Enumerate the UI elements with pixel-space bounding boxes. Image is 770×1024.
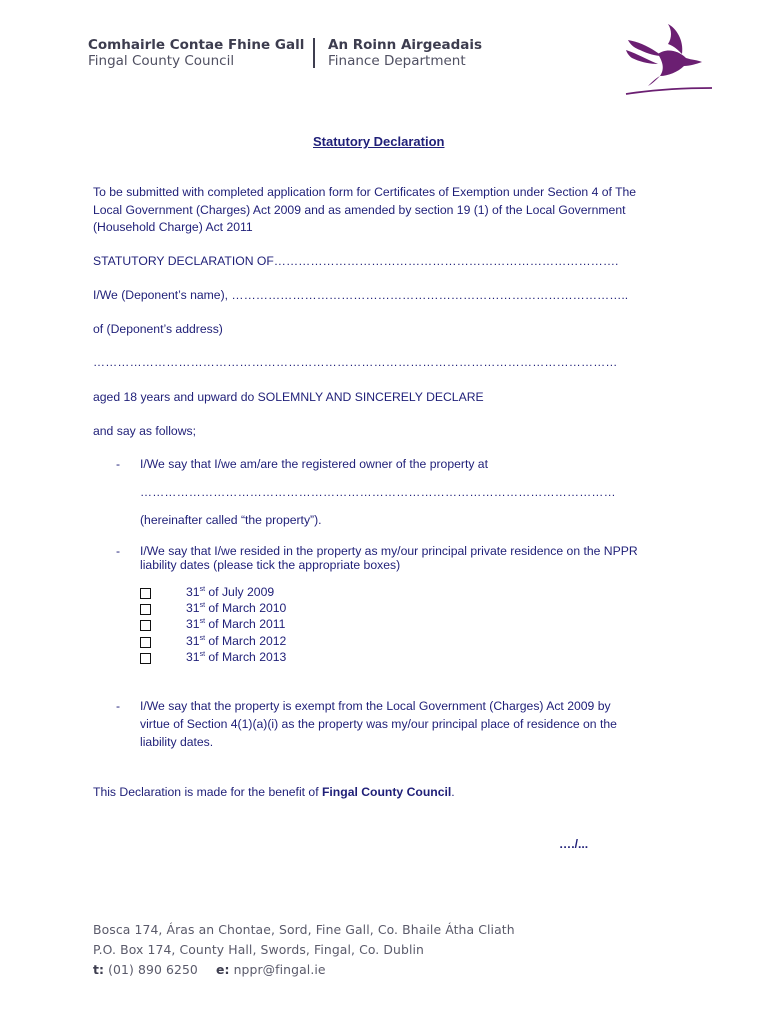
item-3-line-1: I/We say that the property is exempt from the Local Government (Charges) Act 2009 by [140, 699, 611, 713]
item-3-line-2: virtue of Section 4(1)(a)(i) as the property was my/our principal place of residence on the [140, 717, 617, 731]
deponent-name-field: I/We (Deponent’s name), …………………………………………………………………………………….. [93, 288, 629, 302]
intro-line-3: (Household Charge) Act 2011 [93, 220, 253, 234]
say-as-follows: and say as follows; [93, 424, 196, 438]
checkbox-march-2012[interactable] [140, 637, 151, 648]
bullet-marker-1: - [116, 457, 121, 471]
council-name-irish: Comhairle Contae Fhine Gall [88, 37, 305, 53]
item-3-line-3: liability dates. [140, 735, 214, 749]
footer-english-address: P.O. Box 174, County Hall, Swords, Fingal, Co. Dublin [93, 942, 424, 957]
checkbox-march-2013[interactable] [140, 653, 151, 664]
date-march-2011: 31st of March 2011 [186, 617, 286, 631]
continued-marker: …./... [559, 837, 589, 851]
department-name-irish: An Roinn Airgeadais [328, 37, 483, 53]
checkbox-july-2009[interactable] [140, 588, 151, 599]
bullet-marker-3: - [116, 699, 121, 713]
document-title: Statutory Declaration [313, 134, 445, 149]
footer-phone: t: (01) 890 6250 [93, 962, 198, 977]
item-2-line-1: I/We say that I/we resided in the property as my/our principal private residence on the NPPR [140, 544, 638, 558]
header-divider [313, 38, 315, 68]
benefit-statement: This Declaration is made for the benefit of Fingal County Council. [93, 785, 455, 799]
item-1-note: (hereinafter called “the property”). [140, 513, 322, 527]
date-march-2010: 31st of March 2010 [186, 601, 287, 615]
date-july-2009: 31st of July 2009 [186, 585, 275, 599]
bullet-marker-2: - [116, 544, 121, 558]
statutory-declaration-of-field: STATUTORY DECLARATION OF…………………………………………………………………………. [93, 254, 619, 268]
deponent-address-label: of (Deponent’s address) [93, 322, 223, 336]
council-name-english: Fingal County Council [88, 53, 235, 69]
date-march-2013: 31st of March 2013 [186, 650, 287, 664]
footer-email: e: nppr@fingal.ie [216, 962, 326, 977]
intro-line-1: To be submitted with completed application form for Certificates of Exemption under Section 4 of The [93, 185, 637, 199]
date-march-2012: 31st of March 2012 [186, 634, 287, 648]
aged-declaration-line: aged 18 years and upward do SOLEMNLY AND SINCERELY DECLARE [93, 390, 484, 404]
property-address-line: ……………………………………………………………………………………………………… [140, 485, 616, 499]
bird-logo-icon [622, 20, 714, 98]
checkbox-march-2011[interactable] [140, 620, 151, 631]
footer-irish-address: Bosca 174, Áras an Chontae, Sord, Fine Gall, Co. Bhaile Átha Cliath [93, 922, 515, 937]
intro-line-2: Local Government (Charges) Act 2009 and as amended by section 19 (1) of the Local Government [93, 203, 626, 217]
department-name-english: Finance Department [328, 53, 466, 69]
item-1-text: I/We say that I/we am/are the registered owner of the property at [140, 457, 488, 471]
benefit-council-name: Fingal County Council [321, 785, 452, 799]
item-2-line-2: liability dates (please tick the appropriate boxes) [140, 558, 401, 572]
checkbox-march-2010[interactable] [140, 604, 151, 615]
deponent-address-line: ………………………………………………………………………………………………………………… [93, 355, 618, 369]
